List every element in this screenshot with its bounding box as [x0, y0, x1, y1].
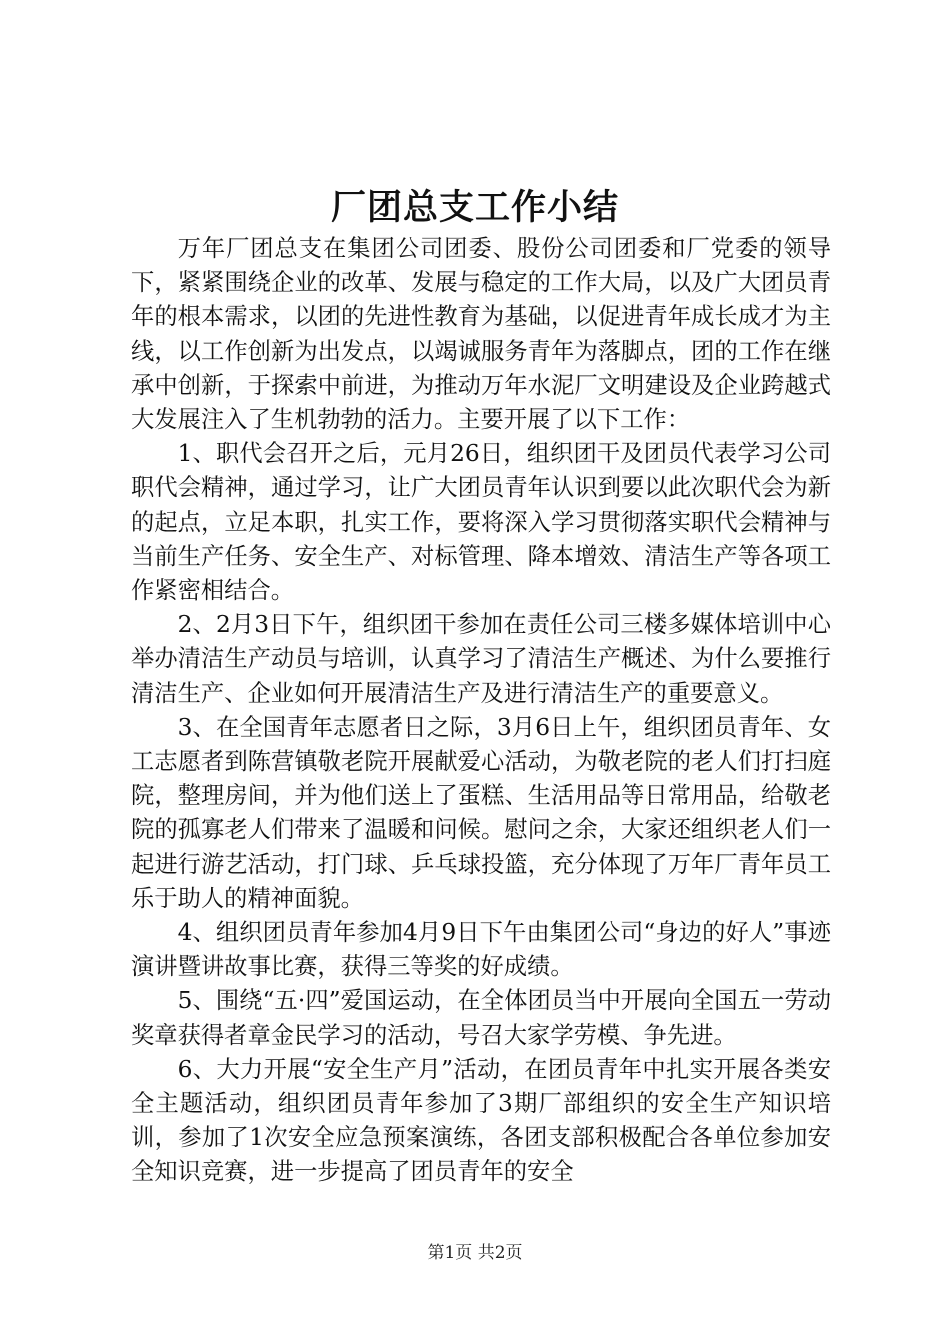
paragraph-item-2: 2、2月3日下午，组织团干参加在责任公司三楼多媒体培训中心举办清洁生产动员与培训，认真学习了清洁生产概述、为什么要推行清洁生产、企业如何开展清洁生产及进行清洁生产的重要意义。 [131, 611, 831, 707]
paragraph-intro: 万年厂团总支在集团公司团委、股份公司团委和厂党委的领导下，紧紧围绕企业的改革、发展与稳定的工作大局，以及广大团员青年的根本需求，以团的先进性教育为基础，以促进青年成长成才为主线，以工作创新为出发点，以竭诚服务青年为落脚点，团的工作在继承中创新，于探索中前进，为推动万年水泥厂文明建设及企业跨越式大发展注入了生机勃勃的活力。主要开展了以下工作： [131, 235, 831, 434]
paragraph-item-5: 5、围绕“五·四”爱国运动，在全体团员当中开展向全国五一劳动奖章获得者章金民学习的活动，号召大家学劳模、争先进。 [131, 987, 831, 1049]
page-number-footer: 第1页 共2页 [427, 1243, 523, 1263]
paragraph-item-1: 1、职代会召开之后，元月26日，组织团干及团员代表学习公司职代会精神，通过学习，让广大团员青年认识到要以此次职代会为新的起点，立足本职，扎实工作，要将深入学习贯彻落实职代会精神与当前生产任务、安全生产、对标管理、降本增效、清洁生产等各项工作紧密相结合。 [131, 440, 831, 605]
paragraph-item-6: 6、大力开展“安全生产月”活动，在团员青年中扎实开展各类安全主题活动，组织团员青年参加了3期厂部组织的安全生产知识培训，参加了1次安全应急预案演练，各团支部积极配合各单位参加安全知识竞赛，进一步提高了团员青年的安全 [131, 1055, 831, 1186]
paragraph-item-4: 4、组织团员青年参加4月9日下午由集团公司“身边的好人”事迹演讲暨讲故事比赛，获得三等奖的好成绩。 [131, 919, 831, 981]
document-title: 厂团总支工作小结 [330, 187, 619, 228]
paragraph-item-3: 3、在全国青年志愿者日之际，3月6日上午，组织团员青年、女工志愿者到陈营镇敬老院开展献爱心活动，为敬老院的老人们打扫庭院，整理房间，并为他们送上了蛋糕、生活用品等日常用品，给敬老院的孤寡老人们带来了温暖和问候。慰问之余，大家还组织老人们一起进行游艺活动，打门球、乒乓球投篮，充分体现了万年厂青年员工乐于助人的精神面貌。 [131, 713, 831, 912]
document-body [131, 232, 831, 1190]
